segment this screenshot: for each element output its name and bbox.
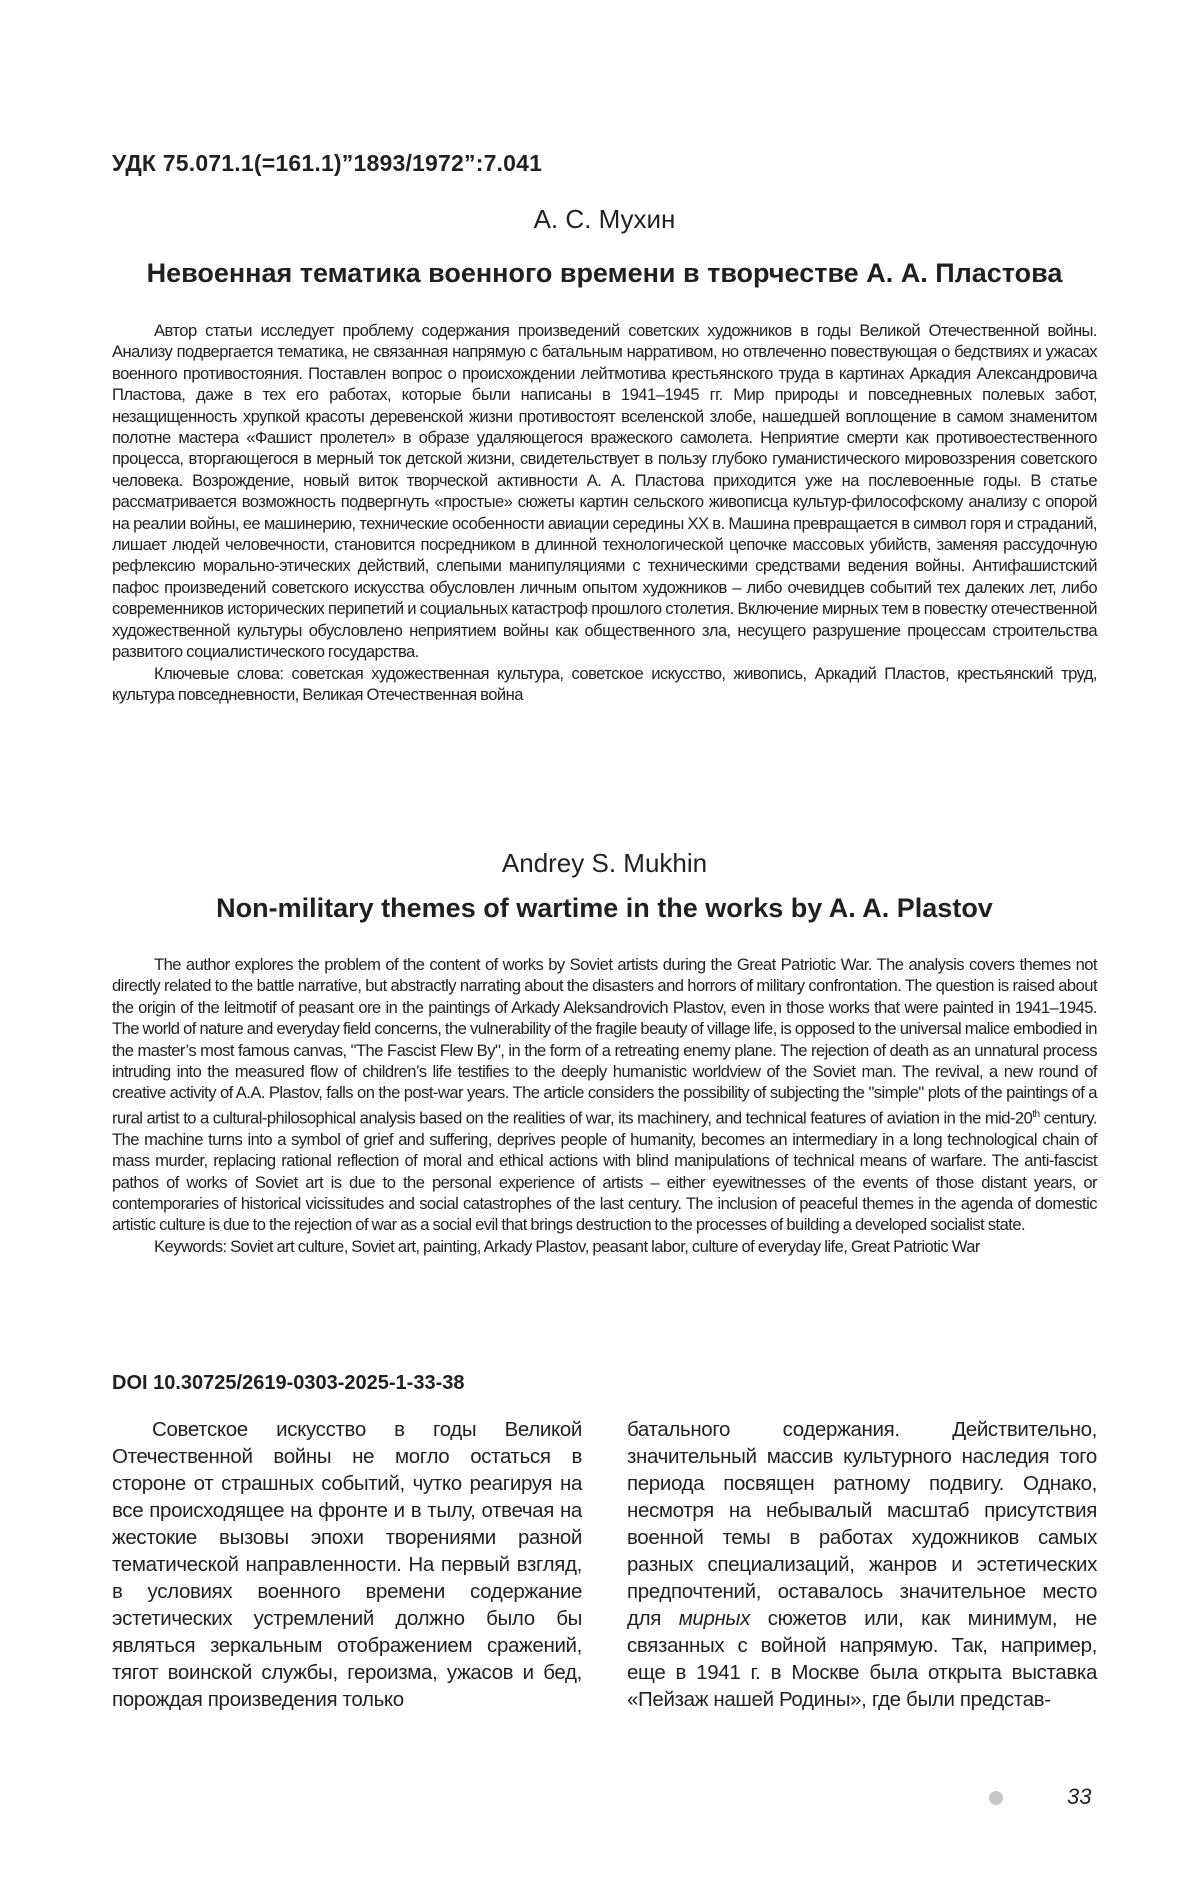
- body-paragraph-continued: батального содержания. Действительно, значительный массив культурного наследия того периода посвящен ратному подвигу. Однако, несмотря на небывалый масштаб присутствия военной темы в работах художников самых разных специализаций, жанров и эстетических предпочтений, оставалось значительное место для мирных сюжетов или, как минимум, не связанных с войной напрямую. Так, например, еще в 1941 г. в Москве была открыта выставка «Пейзаж нашей Родины», где были представ-: [627, 1418, 1097, 1711]
- page-number: 33: [1067, 1784, 1092, 1809]
- abstract-ru-text: Автор статьи исследует проблему содержания произведений советских художников в годы Великой Отечественной войны. Анализу подвергается тематика, не связанная напрямую с батальным нарративом, но отвлеченно повествующая о бедствиях и ужасах военного противостояния. Поставлен вопрос о происхождении лейтмотива крестьянского труда в картинах Аркадия Александровича Пластова, даже в тех его работах, которые были написаны в 1941–1945 гг. Мир природы и повседневных полевых забот, незащищенность хрупкой красоты деревенской жизни противостоят вселенской злобе, нашедшей воплощение в самом знаменитом полотне мастера «Фашист пролетел» в образе удаляющегося вражеского самолета. Неприятие смерти как противоестественного процесса, вторгающегося в мерный ток детской жизни, свидетельствует в пользу глубоко гуманистического мировоззрения советского человека. Возрождение, новый виток творческой активности А. А. Пластова приходится уже на послевоенные годы. В статье рассматривается возможность подвергнуть «простые» сюжеты картин сельского живописца культур-философскому анализу с опорой на реалии войны, ее машинерию, технические особенности авиации середины XX в. Машина превращается в символ горя и страданий, лишает людей человечности, становится посредником в длинной технологической цепочке массовых убийств, заменяя рассудочную рефлексию морально-этических действий, слепыми манипуляциями с техническими средствами ведения войны. Антифашистский пафос произведений советского искусства обусловлен личным опытом художников – либо очевидцев событий тех далеких лет, либо современников исторических перипетий и социальных катастроф прошлого столетия. Включение мирных тем в повестку отечественной художественной культуры обусловлено неприятием войны как общественного зла, несущего разрушение процессам строительства развитого социалистического государства.: [112, 321, 1097, 662]
- page-marker-dot-icon: [989, 1791, 1003, 1805]
- abstract-en: [112, 954, 1097, 1257]
- keywords-ru: Ключевые слова: советская художественная культура, советское искусство, живопись, Аркадий Пластов, крестьянский труд, культура повседневности, Великая Отечественная война: [112, 663, 1097, 704]
- article-title-ru: Невоенная тематика военного времени в творчестве А. А. Пластова: [146, 258, 1063, 288]
- article-title-en: Non-military themes of wartime in the works by A. A. Plastov: [216, 893, 993, 923]
- author-en: Andrey S. Mukhin: [501, 848, 708, 878]
- abstract-ru: [112, 320, 1097, 705]
- keywords-en: Keywords: Soviet art culture, Soviet art, painting, Arkady Plastov, peasant labor, culture of everyday life, Great Patriotic War: [154, 1236, 980, 1256]
- abstract-en-text: The author explores the problem of the content of works by Soviet artists during the Great Patriotic War. The analysis covers themes not directly related to the battle narrative, but abstractly narrating about the disasters and horrors of military confrontation. The question is raised about the origin of the leitmotif of peasant ore in the paintings of Arkady Aleksandrovich Plastov, even in those works that were painted in 1941–1945. The world of nature and everyday field concerns, the vulnerability of the fragile beauty of village life, is opposed to the universal malice embodied in the master’s most famous canvas, "The Fascist Flew By", in the form of a retreating enemy plane. The rejection of death as an unnatural process intruding into the measured flow of children’s life testifies to the deeply humanistic worldview of the Soviet man. The revival, a new round of creative activity of A.A. Plastov, falls on the post-war years. The article considers the possibility of subjecting the "simple" plots of the paintings of a rural artist to a cultural-philosophical analysis based on the realities of war, its machinery, and technical features of aviation in the mid-20th century. The machine turns into a symbol of grief and suffering, deprives people of humanity, becomes an intermediary in a long technological chain of mass murder, replacing rational reflection of moral and ethical actions with blind manipulations of technical means of warfare. The anti-fascist pathos of works of Soviet art is due to the personal experience of artists – either eyewitnesses of the events of those distant years, or contemporaries of historical vicissitudes and social catastrophes of the last century. The inclusion of peaceful themes in the agenda of domestic artistic culture is due to the rejection of war as a social evil that brings destruction to the processes of building a developed socialist state.: [112, 955, 1097, 1235]
- doi: DOI 10.30725/2619-0303-2025-1-33-38: [112, 1372, 465, 1394]
- author-ru: А. С. Мухин: [533, 204, 676, 234]
- body-paragraph: Советское искусство в годы Великой Отечественной войны не могло остаться в стороне от страшных событий, чутко реагируя на все происходящее на фронте и в тылу, отвечая на жестокие вызовы эпохи творениями разной тематической направленности. На первый взгляд, в условиях военного времени содержание эстетических устремлений должно было бы являться зеркальным отображением сражений, тягот воинской службы, героизма, ужасов и бед, порождая произведения только: [112, 1418, 582, 1711]
- journal-page: [112, 0, 1097, 1892]
- body-right-column: [627, 1416, 1097, 1713]
- udc-code: УДК 75.071.1(=161.1)”1893/1972”:7.041: [112, 150, 543, 176]
- body-left-column: [112, 1416, 582, 1713]
